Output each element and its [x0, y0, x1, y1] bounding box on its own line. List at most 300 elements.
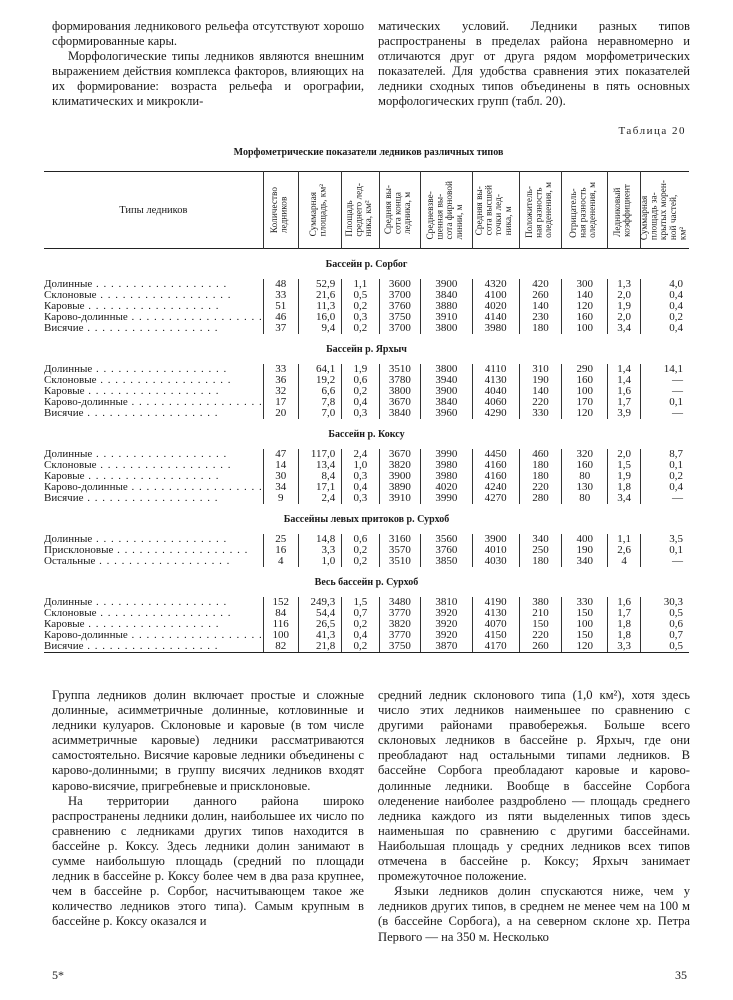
value-cell: 160 [562, 312, 608, 323]
value-cell: 3880 [421, 301, 472, 312]
glacier-type-cell [44, 364, 263, 375]
value-cell: 46 [263, 312, 298, 323]
value-cell: — [640, 408, 689, 419]
value-cell: 30,3 [640, 597, 689, 608]
glacier-type-cell [44, 449, 263, 460]
header-total-area: Суммарная площадь, км² [298, 172, 342, 249]
value-cell: 340 [562, 556, 608, 567]
glacier-type-cell [44, 460, 263, 471]
value-cell: 170 [562, 397, 608, 408]
value-cell: 3700 [379, 290, 421, 301]
value-cell: 2,6 [608, 545, 641, 556]
table-row [44, 556, 689, 567]
value-cell: — [640, 493, 689, 504]
value-cell: 4240 [472, 482, 519, 493]
value-cell: 0,4 [640, 290, 689, 301]
value-cell: 3920 [421, 608, 472, 619]
header-count: Количество ледников [263, 172, 298, 249]
value-cell: 13,4 [298, 460, 342, 471]
table-section-header [44, 249, 689, 280]
value-cell: 8,7 [640, 449, 689, 460]
value-cell: 3780 [379, 375, 421, 386]
glacier-type-label: Карово-долинные . . . [44, 482, 263, 493]
section-title: Бассейн р. Коксу [328, 428, 405, 440]
value-cell: 16 [263, 545, 298, 556]
value-cell: 3900 [472, 534, 519, 545]
value-cell: 3810 [421, 597, 472, 608]
value-cell: 180 [519, 460, 562, 471]
value-cell: 11,3 [298, 301, 342, 312]
paragraph: На территории данного района широко распространены ледники долин, наибольшее их число по сравнению с ледниками других типов находится в бассейне р. Коксу. Здесь ледники долин занимают в сумме наибольшую площадь (средний по площади ледник в бассейне р. Коксу более чем в два раза крупнее, чем в бассейне р. Сорбог, насчитывающем такое же количество ледников этого типа). Самым крупным в бассейне р. Коксу оказался и [52, 793, 364, 929]
glacier-type-label: Склоновые . . . [44, 460, 263, 471]
value-cell: 120 [562, 408, 608, 419]
value-cell: 3870 [421, 641, 472, 653]
paragraph: матических условий. Ледники разных типов распространены в пределах района неравномерно и отличаются друг от друга рядом морфометрических показателей. Для удобства сравнения этих показателей ледники сходных типов объединены в пять основных морфологических групп (табл. 20). [378, 19, 690, 109]
value-cell: 0,4 [342, 630, 379, 641]
value-cell: 1,9 [342, 364, 379, 375]
value-cell: 160 [562, 460, 608, 471]
table-row [44, 323, 689, 334]
value-cell: 320 [562, 449, 608, 460]
value-cell: 0,2 [342, 323, 379, 334]
value-cell: 3990 [421, 449, 472, 460]
header-glacier-type: Типы ледников [119, 205, 188, 216]
value-cell: 7,8 [298, 397, 342, 408]
value-cell: 4190 [472, 597, 519, 608]
glacier-type-label: Долинные . . . [44, 449, 263, 460]
value-cell: 0,2 [342, 641, 379, 653]
glacier-type-cell [44, 493, 263, 504]
value-cell: 3840 [379, 408, 421, 419]
value-cell: 0,7 [640, 630, 689, 641]
value-cell: 2,4 [342, 449, 379, 460]
table-header-row [44, 172, 689, 249]
value-cell: 0,1 [640, 460, 689, 471]
value-cell: 190 [519, 375, 562, 386]
section-title: Бассейн р. Ярхыч [326, 343, 407, 355]
value-cell: 3980 [472, 323, 519, 334]
value-cell: 4010 [472, 545, 519, 556]
value-cell: 0,4 [342, 397, 379, 408]
value-cell: 4020 [421, 482, 472, 493]
value-cell: 1,9 [608, 471, 641, 482]
paragraph: Морфологические типы ледников являются внешним выражением действия комплекса факторов, влияющих на их формирование: возраста рельефа и орографии, климатических и микрокли- [52, 49, 364, 109]
value-cell: 1,9 [608, 301, 641, 312]
value-cell: 120 [562, 641, 608, 653]
table-row [44, 408, 689, 419]
value-cell: 3800 [379, 386, 421, 397]
value-cell: 0,5 [640, 641, 689, 653]
value-cell: 140 [562, 290, 608, 301]
value-cell: 84 [263, 608, 298, 619]
header-terminus-elevation: Средняя вы- сота конца ледника, м [379, 172, 421, 249]
table-title: Морфометрические показатели ледников различных типов [233, 147, 504, 158]
value-cell: 3670 [379, 397, 421, 408]
header-negative-difference: Отрицатель- ная разность оледенения, м [562, 172, 608, 249]
value-cell: 0,4 [342, 482, 379, 493]
value-cell: 9 [263, 493, 298, 504]
value-cell: 0,1 [640, 397, 689, 408]
page-number: 35 [675, 968, 687, 982]
value-cell: 210 [519, 608, 562, 619]
value-cell: 3,4 [608, 493, 641, 504]
value-cell: 260 [519, 290, 562, 301]
value-cell: 3980 [421, 471, 472, 482]
value-cell: 300 [562, 279, 608, 290]
value-cell: 4290 [472, 408, 519, 419]
value-cell: 0,3 [342, 408, 379, 419]
value-cell: 152 [263, 597, 298, 608]
glacier-type-label: Висячие . . . [44, 323, 263, 334]
value-cell: 1,6 [608, 597, 641, 608]
value-cell: 33 [263, 364, 298, 375]
value-cell: 4030 [472, 556, 519, 567]
value-cell: 2,4 [298, 493, 342, 504]
value-cell: 3700 [379, 323, 421, 334]
value-cell: 180 [519, 471, 562, 482]
value-cell: 116 [263, 619, 298, 630]
value-cell: 0,7 [342, 608, 379, 619]
value-cell: 3980 [421, 460, 472, 471]
value-cell: 1,4 [608, 364, 641, 375]
value-cell: 250 [519, 545, 562, 556]
glacier-type-cell [44, 375, 263, 386]
value-cell: 1,8 [608, 482, 641, 493]
value-cell: 400 [562, 534, 608, 545]
value-cell: 100 [562, 323, 608, 334]
value-cell: 14 [263, 460, 298, 471]
value-cell: 0,3 [342, 493, 379, 504]
value-cell: 37 [263, 323, 298, 334]
value-cell: 1,7 [608, 608, 641, 619]
value-cell: 4110 [472, 364, 519, 375]
paragraph: формирования ледникового рельефа отсутствуют хорошо сформированные кары. [52, 19, 364, 49]
glacier-type-cell [44, 312, 263, 323]
glacier-type-label: Карово-долинные . . . [44, 312, 263, 323]
value-cell: 4160 [472, 460, 519, 471]
glacier-type-label: Карово-долинные . . . [44, 397, 263, 408]
glacier-type-cell [44, 534, 263, 545]
value-cell: — [640, 386, 689, 397]
value-cell: 16,0 [298, 312, 342, 323]
value-cell: 1,8 [608, 619, 641, 630]
value-cell: 3760 [421, 545, 472, 556]
value-cell: 0,4 [640, 482, 689, 493]
value-cell: 3940 [421, 375, 472, 386]
value-cell: 130 [562, 482, 608, 493]
value-cell: 4 [608, 556, 641, 567]
value-cell: 3770 [379, 608, 421, 619]
value-cell: 3750 [379, 641, 421, 653]
value-cell: 330 [562, 597, 608, 608]
table-section-header [44, 504, 689, 534]
value-cell: 249,3 [298, 597, 342, 608]
glacier-type-label: Каровые . . . [44, 619, 263, 630]
glacier-type-cell [44, 279, 263, 290]
value-cell: 4 [263, 556, 298, 567]
value-cell: 4170 [472, 641, 519, 653]
value-cell: 3800 [421, 364, 472, 375]
value-cell: 1,1 [342, 279, 379, 290]
value-cell: 150 [562, 630, 608, 641]
value-cell: 120 [562, 301, 608, 312]
value-cell: 4320 [472, 279, 519, 290]
glacier-type-cell [44, 471, 263, 482]
value-cell: 4270 [472, 493, 519, 504]
value-cell: 340 [519, 534, 562, 545]
value-cell: 3900 [421, 386, 472, 397]
value-cell: 20 [263, 408, 298, 419]
signature-mark: 5* [52, 968, 64, 982]
value-cell: 26,5 [298, 619, 342, 630]
value-cell: 1,0 [298, 556, 342, 567]
value-cell: 1,3 [608, 279, 641, 290]
value-cell: 32 [263, 386, 298, 397]
value-cell: — [640, 556, 689, 567]
value-cell: 100 [562, 619, 608, 630]
header-mean-area: Площадь среднего лед- ника, км² [342, 172, 379, 249]
value-cell: 140 [519, 301, 562, 312]
value-cell: 4450 [472, 449, 519, 460]
table-label: Таблица 20 [618, 125, 686, 137]
value-cell: 64,1 [298, 364, 342, 375]
value-cell: 4060 [472, 397, 519, 408]
value-cell: 0,5 [640, 608, 689, 619]
glacier-type-label: Долинные . . . [44, 597, 263, 608]
section-title: Бассейны левых притоков р. Сурхоб [283, 513, 450, 525]
glacier-type-cell [44, 641, 263, 653]
value-cell: 1,5 [342, 597, 379, 608]
value-cell: 47 [263, 449, 298, 460]
value-cell: 1,4 [608, 375, 641, 386]
value-cell: 80 [562, 471, 608, 482]
header-glacier-coefficient: Ледниковый коэффициент [608, 172, 641, 249]
value-cell: 220 [519, 630, 562, 641]
value-cell: 3960 [421, 408, 472, 419]
glacier-type-label: Каровые . . . [44, 301, 263, 312]
value-cell: 330 [519, 408, 562, 419]
value-cell: 33 [263, 290, 298, 301]
value-cell: 0,2 [342, 619, 379, 630]
section-title: Весь бассейн р. Сурхоб [314, 576, 419, 588]
paragraph: Группа ледников долин включает простые и сложные долинные, асимметричные долинные, котловинные и ледники кулуаров. Склоновые и каровые (в том числе асимметричные каровые) ледники рассматриваются самостоятельно. Висячие каровые ледники объединены с карово-долинными; в группу висячих ледников входят карово-висячие, пригребневые и присклоновые. [52, 688, 364, 793]
value-cell: 3750 [379, 312, 421, 323]
value-cell: 1,5 [608, 460, 641, 471]
glacier-type-cell [44, 619, 263, 630]
value-cell: 3820 [379, 460, 421, 471]
table-section-header [44, 419, 689, 449]
glacier-type-label: Висячие . . . [44, 641, 263, 652]
value-cell: 160 [562, 375, 608, 386]
value-cell: 150 [519, 619, 562, 630]
value-cell: 30 [263, 471, 298, 482]
value-cell: 17 [263, 397, 298, 408]
glacier-type-label: Каровые . . . [44, 471, 263, 482]
value-cell: 0,3 [342, 312, 379, 323]
table-row [44, 493, 689, 504]
value-cell: 52,9 [298, 279, 342, 290]
value-cell: 3900 [421, 279, 472, 290]
body-text-top-right [378, 19, 690, 110]
value-cell: 3510 [379, 556, 421, 567]
value-cell: 260 [519, 641, 562, 653]
value-cell: 0,2 [342, 556, 379, 567]
value-cell: 3670 [379, 449, 421, 460]
value-cell: 3840 [421, 290, 472, 301]
value-cell: 3920 [421, 619, 472, 630]
value-cell: 80 [562, 493, 608, 504]
value-cell: 3480 [379, 597, 421, 608]
glacier-type-label: Присклоновые . . . [44, 545, 263, 556]
glacier-type-cell [44, 386, 263, 397]
value-cell: 3910 [421, 312, 472, 323]
glacier-type-label: Склоновые . . . [44, 290, 263, 301]
glacier-type-label: Карово-долинные . . . [44, 630, 263, 641]
value-cell: 21,8 [298, 641, 342, 653]
value-cell: 21,6 [298, 290, 342, 301]
value-cell: 41,3 [298, 630, 342, 641]
glacier-type-cell [44, 323, 263, 334]
value-cell: 460 [519, 449, 562, 460]
value-cell: 3910 [379, 493, 421, 504]
value-cell: — [640, 375, 689, 386]
value-cell: 3760 [379, 301, 421, 312]
value-cell: 3600 [379, 279, 421, 290]
value-cell: 3990 [421, 493, 472, 504]
header-highest-point: Средняя вы- сота высшей точки лед- ника, м [472, 172, 519, 249]
value-cell: 3900 [379, 471, 421, 482]
value-cell: 310 [519, 364, 562, 375]
value-cell: 1,1 [608, 534, 641, 545]
value-cell: 3890 [379, 482, 421, 493]
value-cell: 140 [519, 386, 562, 397]
value-cell: 420 [519, 279, 562, 290]
header-moraine-area: Суммарная площадь за- крытых морен- ной частей, км² [640, 172, 689, 249]
value-cell: 3770 [379, 630, 421, 641]
glacier-type-cell [44, 397, 263, 408]
value-cell: 0,2 [640, 312, 689, 323]
value-cell: 0,2 [342, 386, 379, 397]
value-cell: 0,6 [342, 534, 379, 545]
value-cell: 0,1 [640, 545, 689, 556]
glacier-type-cell [44, 630, 263, 641]
value-cell: 82 [263, 641, 298, 653]
body-text-bottom-right [378, 688, 690, 945]
value-cell: 3,3 [608, 641, 641, 653]
value-cell: 2,0 [608, 312, 641, 323]
glacier-type-cell [44, 408, 263, 419]
value-cell: 0,2 [342, 545, 379, 556]
value-cell: 3570 [379, 545, 421, 556]
value-cell: 220 [519, 482, 562, 493]
value-cell: 0,6 [640, 619, 689, 630]
value-cell: 51 [263, 301, 298, 312]
value-cell: 3,9 [608, 408, 641, 419]
value-cell: 3560 [421, 534, 472, 545]
value-cell: 0,4 [640, 301, 689, 312]
value-cell: 4040 [472, 386, 519, 397]
value-cell: 117,0 [298, 449, 342, 460]
value-cell: 100 [263, 630, 298, 641]
morphometric-table [44, 171, 689, 653]
value-cell: 1,7 [608, 397, 641, 408]
value-cell: 4160 [472, 471, 519, 482]
value-cell: 290 [562, 364, 608, 375]
glacier-type-label: Долинные . . . [44, 279, 263, 290]
glacier-type-cell [44, 556, 263, 567]
value-cell: 14,8 [298, 534, 342, 545]
table-section-header [44, 334, 689, 364]
body-text-bottom-left [52, 688, 364, 930]
value-cell: 14,1 [640, 364, 689, 375]
glacier-type-cell [44, 608, 263, 619]
value-cell: 4130 [472, 608, 519, 619]
body-text-top-left [52, 19, 364, 110]
glacier-type-cell [44, 301, 263, 312]
value-cell: 4070 [472, 619, 519, 630]
section-title: Бассейн р. Сорбог [325, 258, 408, 270]
glacier-type-label: Остальные . . . [44, 556, 263, 567]
value-cell: 48 [263, 279, 298, 290]
glacier-type-label: Висячие . . . [44, 408, 263, 419]
value-cell: 3850 [421, 556, 472, 567]
glacier-type-cell [44, 545, 263, 556]
value-cell: 54,4 [298, 608, 342, 619]
glacier-type-label: Склоновые . . . [44, 608, 263, 619]
value-cell: 3,5 [640, 534, 689, 545]
table-section-header [44, 567, 689, 597]
value-cell: 190 [562, 545, 608, 556]
value-cell: 3,4 [608, 323, 641, 334]
paragraph: средний ледник склонового типа (1,0 км²), хотя здесь число этих ледников наименьшее по сравнению с другими районами правобережья. Больше всего склоновых ледников в бассейне р. Ярхыч, где они преобладают над остальными типами ледников. В бассейне Сорбога преобладают каровые и карово-долинные ледники. Вообще в бассейне Сорбога оледенение наиболее раздроблено — площадь среднего ледника каждого из пяти выделенных типов здесь наименьшая по сравнению с другими бассейнами. Наибольшая площадь у средних ледников всех типов отмечена в бассейне р. Коксу; Ярхыч занимает промежуточное положение. [378, 688, 690, 884]
value-cell: 4150 [472, 630, 519, 641]
value-cell: 8,4 [298, 471, 342, 482]
value-cell: 150 [562, 608, 608, 619]
glacier-type-label: Склоновые . . . [44, 375, 263, 386]
glacier-type-label: Висячие . . . [44, 493, 263, 504]
value-cell: 3510 [379, 364, 421, 375]
value-cell: 3840 [421, 397, 472, 408]
value-cell: 0,2 [342, 301, 379, 312]
value-cell: 9,4 [298, 323, 342, 334]
value-cell: 6,6 [298, 386, 342, 397]
value-cell: 4130 [472, 375, 519, 386]
value-cell: 0,6 [342, 375, 379, 386]
value-cell: 17,1 [298, 482, 342, 493]
value-cell: 230 [519, 312, 562, 323]
value-cell: 4,0 [640, 279, 689, 290]
value-cell: 7,0 [298, 408, 342, 419]
value-cell: 0,2 [640, 471, 689, 482]
value-cell: 0,3 [342, 471, 379, 482]
value-cell: 3160 [379, 534, 421, 545]
header-positive-difference: Положитель- ная разность оледенения, м [519, 172, 562, 249]
value-cell: 220 [519, 397, 562, 408]
value-cell: 4100 [472, 290, 519, 301]
table-row [44, 641, 689, 653]
glacier-type-label: Долинные . . . [44, 364, 263, 375]
value-cell: 0,5 [342, 290, 379, 301]
value-cell: 4020 [472, 301, 519, 312]
header-firn-line: Средневзве- шенная вы- сота фирновой линии, м [421, 172, 472, 249]
value-cell: 1,0 [342, 460, 379, 471]
value-cell: 180 [519, 556, 562, 567]
value-cell: 3920 [421, 630, 472, 641]
value-cell: 3820 [379, 619, 421, 630]
value-cell: 380 [519, 597, 562, 608]
value-cell: 1,6 [608, 386, 641, 397]
value-cell: 180 [519, 323, 562, 334]
